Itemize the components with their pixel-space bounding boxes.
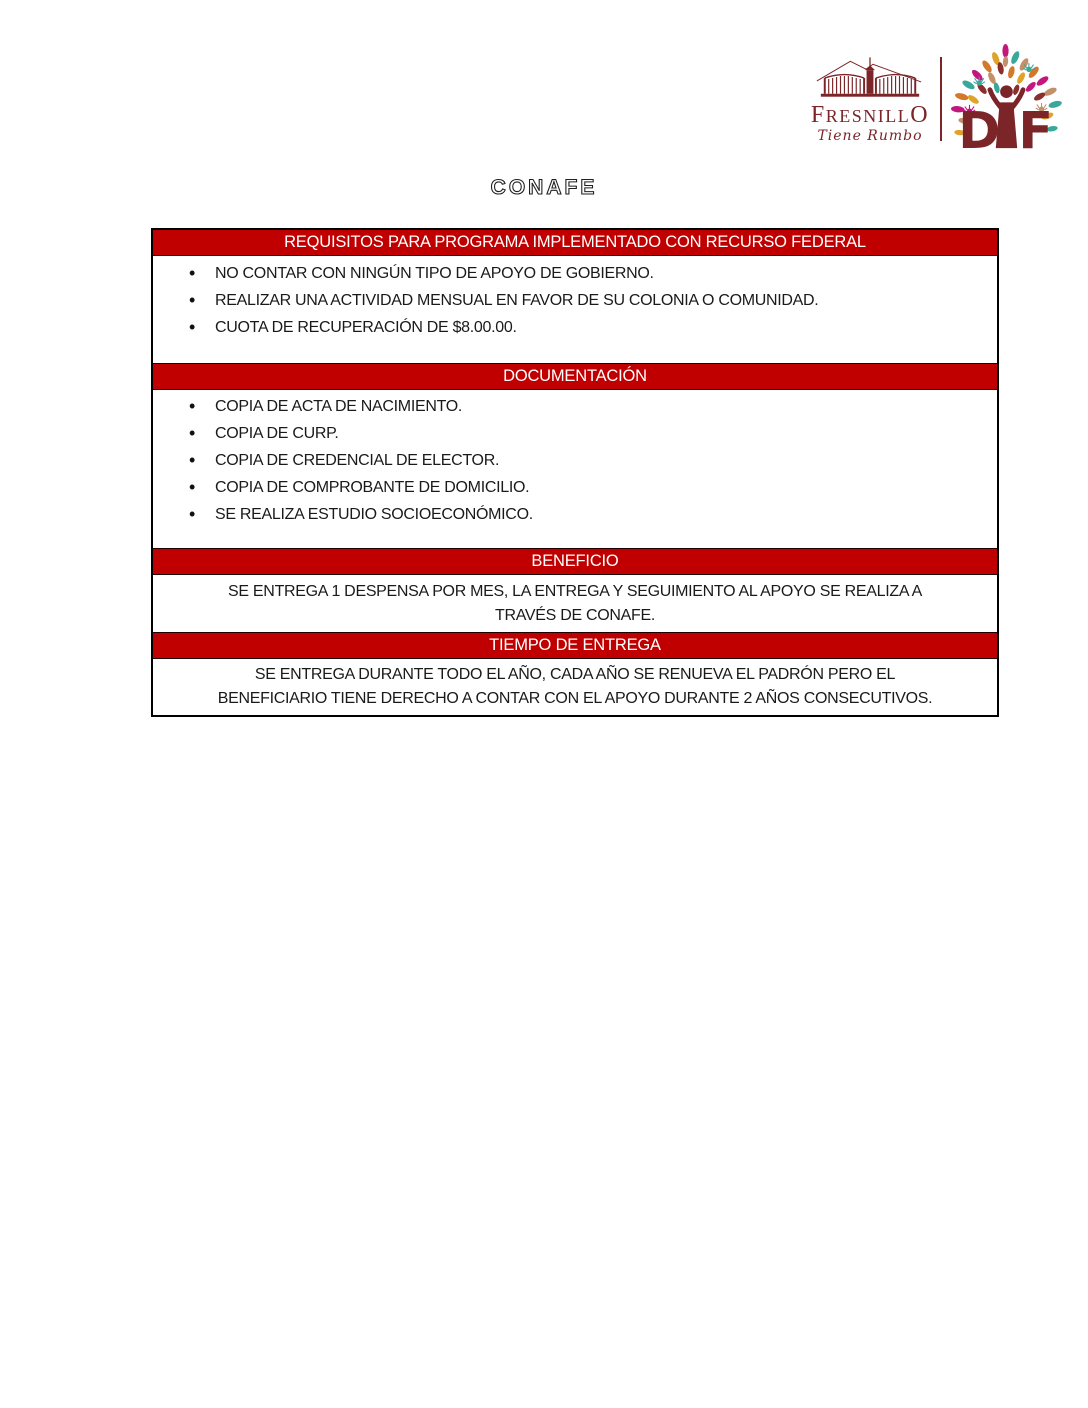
list-item: • SE REALIZA ESTUDIO SOCIOECONÓMICO. — [153, 501, 997, 528]
section-header-documentacion: DOCUMENTACIÓN — [153, 363, 997, 390]
documentacion-list — [153, 390, 997, 548]
list-item: • COPIA DE ACTA DE NACIMIENTO. — [153, 393, 997, 420]
program-info-table — [151, 228, 999, 717]
list-item: • NO CONTAR CON NINGÚN TIPO DE APOYO DE GOBIERNO. — [153, 260, 997, 287]
list-item: • REALIZAR UNA ACTIVIDAD MENSUAL EN FAVOR DE SU COLONIA O COMUNIDAD. — [153, 287, 997, 314]
tiempo-de-entrega-text — [145, 659, 1005, 715]
section-header-beneficio: BENEFICIO — [153, 548, 997, 575]
beneficio-line: SE ENTREGA 1 DESPENSA POR MES, LA ENTREGA Y SEGUIMIENTO AL APOYO SE REALIZA A — [228, 583, 922, 600]
list-item: • COPIA DE CREDENCIAL DE ELECTOR. — [153, 447, 997, 474]
beneficio-line: TRAVÉS DE CONAFE. — [495, 607, 655, 624]
page-title: CONAFE — [490, 176, 598, 199]
header-logo-area — [806, 42, 1062, 156]
list-item: • COPIA DE CURP. — [153, 420, 997, 447]
tiempo-line: SE ENTREGA DURANTE TODO EL AÑO, CADA AÑO SE RENUEVA EL PADRÓN PERO EL — [254, 666, 896, 683]
section-header-tiempo-de-entrega: TIEMPO DE ENTREGA — [153, 632, 997, 659]
tiempo-line: BENEFICIARIO TIENE DERECHO A CONTAR CON EL APOYO DURANTE 2 AÑOS CONSECUTIVOS. — [217, 690, 933, 707]
list-item: • COPIA DE COMPROBANTE DE DOMICILIO. — [153, 474, 997, 501]
fresnillo-tagline: Tiene Rumbo — [817, 127, 923, 144]
fresnillo-building-icon — [811, 54, 929, 104]
dif-logo — [950, 43, 1062, 155]
fresnillo-logo — [806, 54, 934, 145]
beneficio-text — [153, 575, 997, 632]
requisitos-list — [153, 256, 997, 363]
section-header-requisitos: REQUISITOS PARA PROGRAMA IMPLEMENTADO CON RECURSO FEDERAL — [153, 230, 997, 256]
fresnillo-wordmark: FRESNILLO — [810, 101, 930, 128]
list-item: • CUOTA DE RECUPERACIÓN DE $8.00.00. — [153, 314, 997, 341]
logo-divider — [940, 57, 942, 141]
dif-letter-f: F — [1018, 101, 1054, 155]
dif-letter-d: D — [958, 101, 1001, 155]
